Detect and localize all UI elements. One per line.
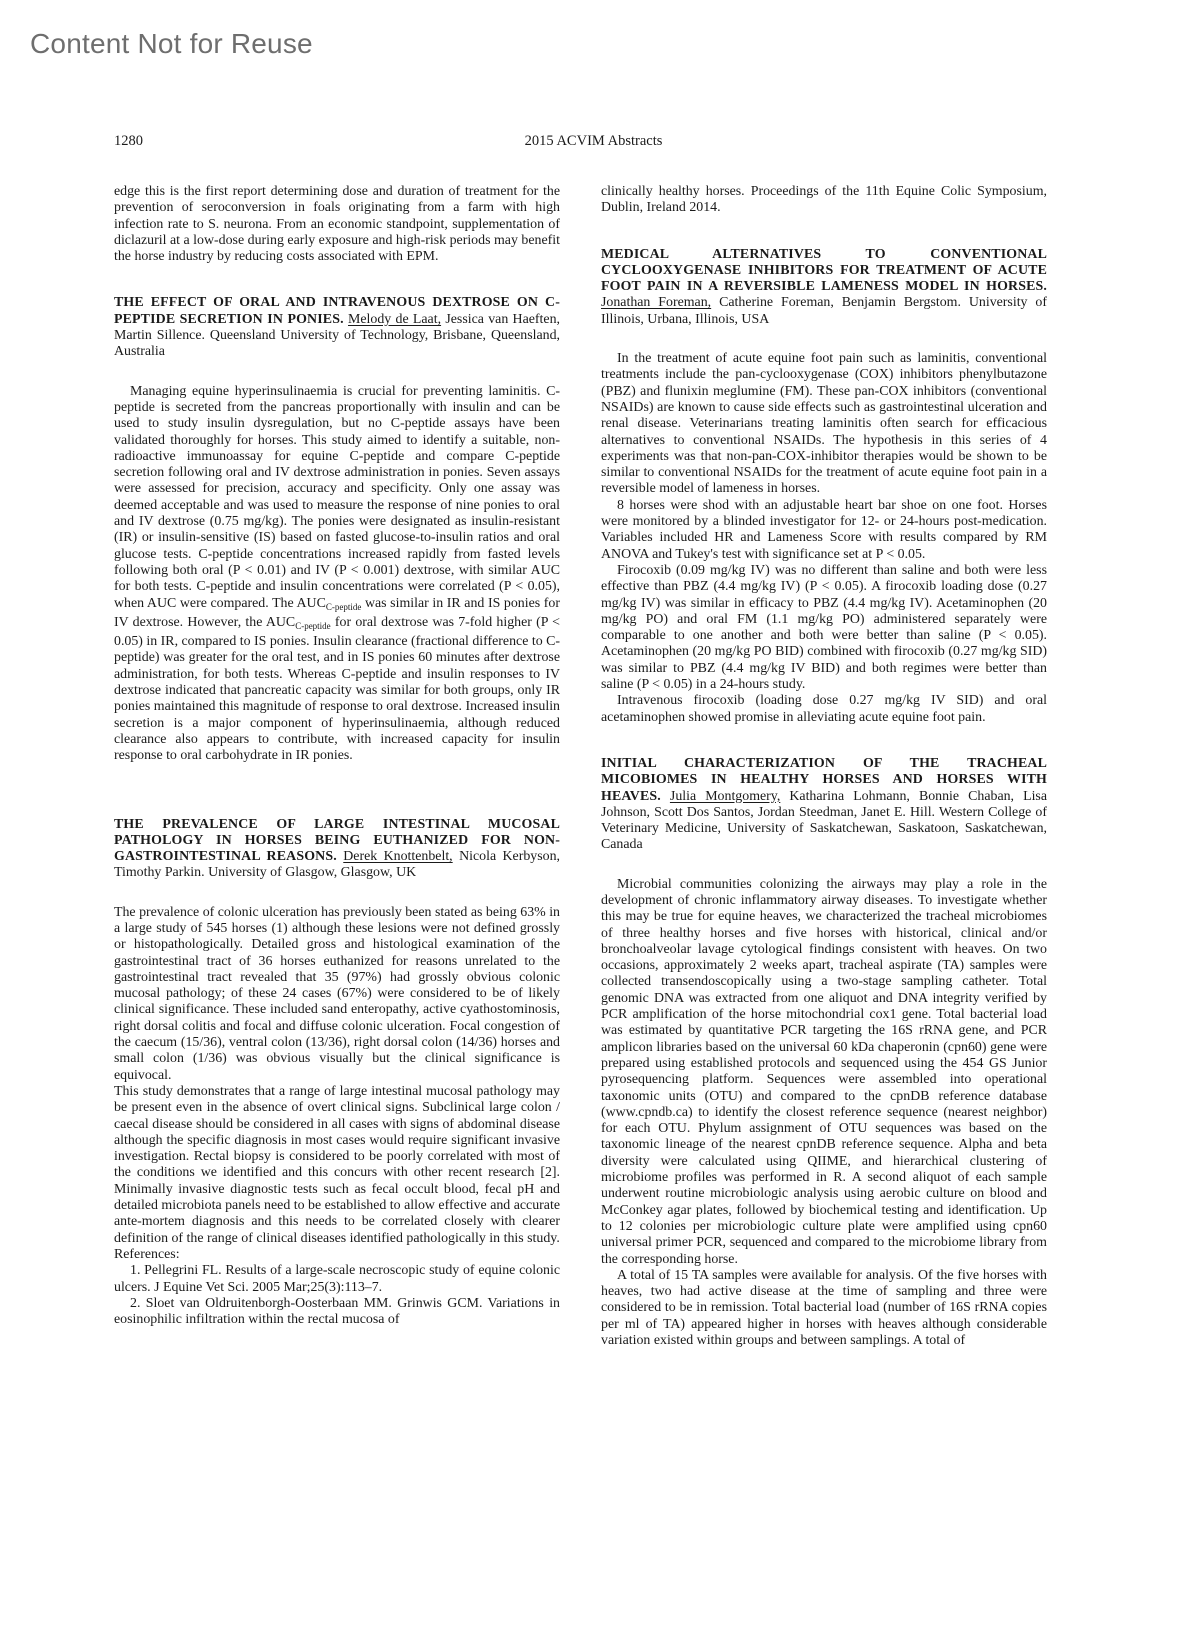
abstract-body: This study demonstrates that a range of large intestinal mucosal pathology may be present even in the absence of overt clinical signs. Subclinical large colon / caecal disease should be considered in all cases with signs of abdominal disease although the specific diagnosis in most cases would require significant invasive investigation. Rectal biopsy is considered to be poorly correlated with most of the conditions we identified and this concurs with other recent research [2]. Minimally invasive diagnostic tests such as fecal occult blood, fecal pH and detailed microbiota panels need to be established to allow effective and accurate ante-mortem diagnosis and this needs to be correlated closely with clearer definition of the range of clinical diseases identified pathologically in this study.: [114, 1083, 560, 1246]
right-column: [601, 184, 1047, 1624]
abstract-body: Intravenous firocoxib (loading dose 0.27 mg/kg IV SID) and oral acetaminophen showed promise in alleviating acute equine foot pain.: [601, 693, 1047, 725]
reference-item: 1. Pellegrini FL. Results of a large-scale necroscopic study of equine colonic ulcers. J Equine Vet Sci. 2005 Mar;25(3):113–7.: [114, 1263, 560, 1295]
abstract-body: Firocoxib (0.09 mg/kg IV) was no different than saline and both were less effective than PBZ (4.4 mg/kg IV) (P < 0.05). A firocoxib loading dose (0.27 mg/kg IV) was similar in efficacy to PBZ (4.4 mg/kg IV). Acetaminophen (20 mg/kg PO) and oral FM (1.1 mg/kg PO) administered separately were comparable to one another and both were better than saline (P < 0.05). Acetaminophen (20 mg/kg PO BID) combined with firocoxib (0.27 mg/kg SID) was similar to PBZ (4.4 mg/kg IV BID) and both regimes were better than saline (P < 0.05) in a 24-hours study.: [601, 562, 1047, 693]
abstract-title: MEDICAL ALTERNATIVES TO CONVENTIONAL CYCLOOXYGENASE INHIBITORS FOR TREATMENT OF ACUTE FOOT PAIN IN A REVERSIBLE LAMENESS MODEL IN HORSES.: [601, 246, 1047, 295]
presenting-author: Melody de Laat,: [348, 311, 442, 327]
presenting-author: Julia Montgomery,: [669, 788, 781, 804]
abstract-header: [601, 247, 1047, 328]
affiliation: University of Illinois, Urbana, Illinois, USA: [601, 295, 1047, 327]
abstract-body: 8 horses were shod with an adjustable heart bar shoe on one foot. Horses were monitored by a blinded investigator for 12- or 24-hours post-medication. Variables included HR and Lameness Score with results compared by RM ANOVA and Tukey's test with significance set at P < 0.05.: [601, 497, 1047, 562]
abstract-title: THE PREVALENCE OF LARGE INTESTINAL MUCOSAL PATHOLOGY IN HORSES BEING EUTHANIZED FOR NON-GASTROINTESTINAL REASONS.: [114, 816, 560, 865]
affiliation: Queensland University of Technology, Brisbane, Queensland, Australia: [114, 328, 560, 360]
references-label: References:: [114, 1246, 180, 1262]
presenting-author: Jonathan Foreman,: [601, 295, 712, 311]
abstract-body: The prevalence of colonic ulceration has previously been stated as being 63% in a large study of 545 horses (1) although these lesions were not defined grossly or histopathologically. Detailed gross and histological examination of the gastrointestinal tract of 36 horses euthanized for reasons unrelated to the gastrointestinal tract revealed that 35 (97%) had grossly obvious colonic mucosal pathology; of these 24 cases (67%) were considered to be of likely clinical significance. These included sand enteropathy, active cyathostominosis, right dorsal colitis and focal and diffuse colonic ulceration. Focal congestion of the caecum (15/36), ventral colon (13/36), right dorsal colon (14/36) horses and small colon (1/36) was obvious visually but the clinical significance is equivocal.: [114, 904, 560, 1083]
continuation-paragraph: clinically healthy horses. Proceedings of the 11th Equine Colic Symposium, Dublin, Ireland 2014.: [601, 184, 1047, 216]
abstract-body: Managing equine hyperinsulinaemia is crucial for preventing laminitis. C-peptide is secreted from the pancreas proportionally with insulin and can be used to study insulin dysregulation, but no C-peptide assays have been validated thoroughly for horses. This study aimed to identify a suitable, non-radioactive immunoassay for equine C-peptide and compare C-peptide secretion following oral and IV dextrose administration in ponies. Seven assays were assessed for precision, accuracy and specificity. Only one assay was deemed acceptable and was used to measure the response of nine ponies to oral and IV dextrose (0.75 mg/kg). The ponies were designated as insulin-resistant (IR) or insulin-sensitive (IS) based on fasted glucose-to-insulin ratios and oral glucose tests. C-peptide concentrations increased rapidly from fasted levels following both oral (P < 0.01) and IV (P < 0.001) dextrose, with similar AUC for both tests. C-peptide and insulin concentrations were correlated (P < 0.05), when AUC were compared. The $AUC_{C-peptide}$ was similar in IR and IS ponies for IV dextrose. However, the $AUC_{C-peptide}$ for oral dextrose was 7-fold higher (P < 0.05) in IR, compared to IS ponies. Insulin clearance (fractional difference to C-peptide) was greater for the oral test, and in IS ponies 60 minutes after dextrose administration, for both tests. Whereas C-peptide and insulin responses to IV dextrose indicated that pancreatic capacity was similar for both groups, only IR ponies maintained this magnitude of response to oral dextrose. Increased insulin secretion is a major component of hyperinsulinaemia, although reduced clearance also appears to contribute, with increased capacity for insulin response to oral carbohydrate in IR ponies.: [114, 383, 560, 764]
journal-title: 2015 ACVIM Abstracts: [524, 133, 663, 149]
continuation-paragraph: edge this is the first report determining dose and duration of treatment for the prevention of seroconversion in foals originating from a farm with high infection rate to S. neurona. From an economic standpoint, supplementation of diclazuril at a low-dose during early exposure and high-risk periods may benefit the horse industry by reducing costs associated with EPM.: [114, 184, 560, 265]
affiliation: Western College of Veterinary Medicine, University of Saskatchewan, Saskatoon, Saskatchewan, Canada: [601, 804, 1047, 853]
abstract-header: [601, 756, 1047, 854]
reference-item: 2. Sloet van Oldruitenborgh-Oosterbaan MM. Grinwis GCM. Variations in eosinophilic infiltration within the rectal mucosa of: [114, 1295, 560, 1328]
coauthors: Catherine Foreman, Benjamin Bergstom.: [719, 295, 961, 311]
abstract-title: THE EFFECT OF ORAL AND INTRAVENOUS DEXTROSE ON C-PEPTIDE SECRETION IN PONIES.: [114, 295, 560, 327]
left-column: [114, 184, 560, 1624]
running-head: [114, 133, 1073, 153]
abstract-body: In the treatment of acute equine foot pain such as laminitis, conventional treatments include the pan-cyclooxygenase (COX) inhibitors phenylbutazone (PBZ) and flunixin meglumine (FM). These pan-COX inhibitors (conventional NSAIDs) are known to cause side effects such as gastrointestinal ulceration and renal disease. Veterinarians treating laminitis often search for efficacious alternatives to conventional NSAIDs. The hypothesis in this series of 4 experiments was that non-pan-COX-inhibitor therapies would be shown to be similar to conventional NSAIDs for the treatment of acute equine foot pain in a reversible model of lameness in horses.: [601, 351, 1047, 497]
coauthors: Nicola Kerbyson, Timothy Parkin.: [114, 849, 560, 881]
presenting-author: Derek Knottenbelt,: [343, 849, 453, 865]
page-number: 1280: [114, 133, 143, 149]
watermark: Content Not for Reuse: [30, 28, 313, 59]
abstract-header: [114, 295, 560, 360]
abstract-title: INITIAL CHARACTERIZATION OF THE TRACHEAL MICOBIOMES IN HEALTHY HORSES AND HORSES WITH HEAVES.: [601, 755, 1047, 804]
coauthors: Jessica van Haeften, Martin Sillence.: [114, 311, 560, 344]
abstract-body: Microbial communities colonizing the airways may play a role in the development of chronic inflammatory airway diseases. To investigate whether this may be true for equine heaves, we characterized the tracheal microbiomes of three healthy horses and five horses with historical, clinical and/or bronchoalveolar lavage cytological findings consistent with heaves. On two occasions, approximately 2 weeks apart, tracheal aspirate (TA) samples were collected transendoscopically using a two-stage sampling catheter. Total genomic DNA was extracted from one aliquot and DNA integrity verified by PCR amplification of the horse mitochondrial cox1 gene. Total bacterial load was estimated by quantitative PCR targeting the 16S rRNA gene, and PCR amplicon libraries based on the universal 60 kDa chaperonin (cpn60) gene were prepared using established protocols and sequenced using the 454 GS Junior pyrosequencing platform. Sequences were assembled into operational taxonomic units (OTU) and compared to the cpnDB reference database (www.cpndb.ca) to identify the closest reference sequence (nearest neighbor) for each OTU. Phylum assignment of OTU sequences was based on the taxonomic lineage of the nearest cpnDB reference sequence. Alpha and beta diversity were calculated using QIIME, and hierarchical clustering of microbiome profiles was performed in R. A second aliquot of each sample underwent routine microbiologic analysis using aerobic culture on blood and McConkey agar plates, followed by biochemical testing and identification. Up to 12 colonies per microbiologic culture plate were amplified using cpn60 universal primer PCR, sequenced and compared to the microbiome library from the corresponding horse.: [601, 876, 1047, 1267]
abstract-body: A total of 15 TA samples were available for analysis. Of the five horses with heaves, two had active disease at the time of sampling and three were considered to be in remission. Total bacterial load (number of 16S rRNA copies per ml of TA) appeared higher in horses with heaves although considerable variation existed within groups and between samplings. A total of: [601, 1267, 1047, 1348]
abstract-header: [114, 817, 560, 882]
affiliation: University of Glasgow, Glasgow, UK: [208, 865, 417, 881]
coauthors: Katharina Lohmann, Bonnie Chaban, Lisa Johnson, Scott Dos Santos, Jordan Steedman, Janet E. Hill.: [601, 788, 1047, 820]
